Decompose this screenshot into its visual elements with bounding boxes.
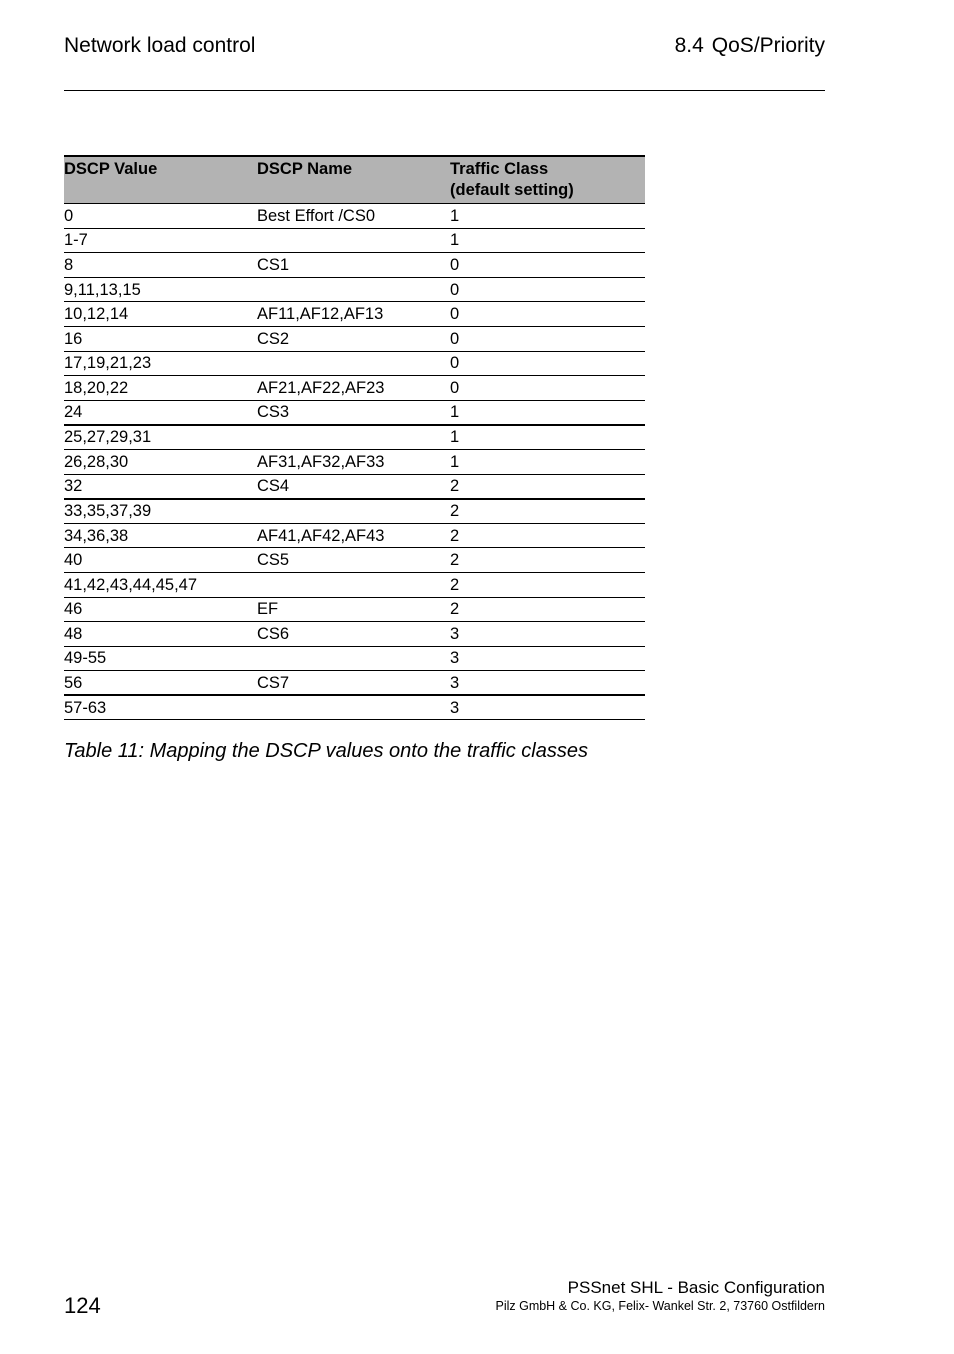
cell-dscp-value: 10,12,14 <box>64 302 257 327</box>
document-title: PSSnet SHL - Basic Configuration <box>567 1278 825 1297</box>
table-row <box>64 425 645 450</box>
cell-dscp-name: EF <box>257 597 450 622</box>
table-body <box>64 204 645 720</box>
cell-dscp-name <box>257 695 450 720</box>
cell-dscp-name <box>257 425 450 450</box>
column-header-dscp-value: DSCP Value <box>64 156 257 204</box>
cell-dscp-name: CS3 <box>257 400 450 425</box>
cell-dscp-name: CS5 <box>257 548 450 573</box>
table-row <box>64 572 645 597</box>
cell-traffic-class: 1 <box>450 228 645 253</box>
cell-dscp-name: CS4 <box>257 474 450 499</box>
cell-dscp-value: 1-7 <box>64 228 257 253</box>
section-title: QoS/Priority <box>711 34 825 57</box>
table-row <box>64 326 645 351</box>
cell-dscp-name <box>257 277 450 302</box>
table-row <box>64 646 645 671</box>
cell-traffic-class: 3 <box>450 671 645 696</box>
cell-dscp-value: 18,20,22 <box>64 376 257 401</box>
cell-traffic-class: 1 <box>450 425 645 450</box>
table-row <box>64 548 645 573</box>
table-row <box>64 400 645 425</box>
cell-dscp-value: 34,36,38 <box>64 523 257 548</box>
cell-traffic-class: 2 <box>450 548 645 573</box>
table-row <box>64 351 645 376</box>
cell-dscp-value: 32 <box>64 474 257 499</box>
table-row <box>64 253 645 278</box>
cell-dscp-name: CS2 <box>257 326 450 351</box>
cell-dscp-name: CS1 <box>257 253 450 278</box>
cell-dscp-name: CS6 <box>257 622 450 647</box>
cell-traffic-class: 3 <box>450 622 645 647</box>
cell-dscp-value: 8 <box>64 253 257 278</box>
cell-traffic-class: 1 <box>450 400 645 425</box>
publisher-address: Pilz GmbH & Co. KG, Felix- Wankel Str. 2, 73760 Ostfildern <box>495 1299 825 1313</box>
table-row <box>64 277 645 302</box>
cell-dscp-value: 25,27,29,31 <box>64 425 257 450</box>
cell-dscp-value: 24 <box>64 400 257 425</box>
column-header-traffic-class-line1: Traffic Class <box>450 160 549 178</box>
cell-traffic-class: 2 <box>450 597 645 622</box>
cell-dscp-value: 9,11,13,15 <box>64 277 257 302</box>
table-row <box>64 695 645 720</box>
cell-traffic-class: 0 <box>450 277 645 302</box>
header-divider <box>64 90 825 91</box>
dscp-mapping-table <box>64 155 645 720</box>
cell-dscp-name: AF31,AF32,AF33 <box>257 449 450 474</box>
cell-dscp-name: AF21,AF22,AF23 <box>257 376 450 401</box>
cell-dscp-name: AF41,AF42,AF43 <box>257 523 450 548</box>
table-row <box>64 622 645 647</box>
section-heading <box>675 33 825 59</box>
table-row <box>64 499 645 524</box>
cell-traffic-class: 0 <box>450 302 645 327</box>
cell-traffic-class: 3 <box>450 695 645 720</box>
column-header-traffic-class-line2: (default setting) <box>450 181 574 199</box>
cell-dscp-value: 0 <box>64 204 257 229</box>
table-row <box>64 204 645 229</box>
section-number: 8.4 <box>674 34 704 57</box>
column-header-dscp-name: DSCP Name <box>257 156 450 204</box>
cell-traffic-class: 2 <box>450 572 645 597</box>
column-header-traffic-class <box>450 156 645 204</box>
cell-traffic-class: 3 <box>450 646 645 671</box>
cell-dscp-value: 57-63 <box>64 695 257 720</box>
cell-dscp-value: 17,19,21,23 <box>64 351 257 376</box>
table-row <box>64 474 645 499</box>
cell-dscp-value: 46 <box>64 597 257 622</box>
cell-dscp-name: CS7 <box>257 671 450 696</box>
cell-traffic-class: 2 <box>450 523 645 548</box>
page-number: 124 <box>64 1293 101 1318</box>
cell-dscp-value: 26,28,30 <box>64 449 257 474</box>
table-row <box>64 302 645 327</box>
cell-dscp-name <box>257 228 450 253</box>
cell-dscp-name <box>257 572 450 597</box>
cell-dscp-value: 33,35,37,39 <box>64 499 257 524</box>
cell-dscp-value: 40 <box>64 548 257 573</box>
cell-dscp-value: 48 <box>64 622 257 647</box>
table-row <box>64 597 645 622</box>
cell-dscp-name: AF11,AF12,AF13 <box>257 302 450 327</box>
cell-dscp-name <box>257 499 450 524</box>
cell-dscp-name: Best Effort /CS0 <box>257 204 450 229</box>
table-row <box>64 523 645 548</box>
table-row <box>64 376 645 401</box>
table-row <box>64 671 645 696</box>
chapter-title: Network load control <box>64 34 256 57</box>
cell-traffic-class: 2 <box>450 474 645 499</box>
table-header-row <box>64 156 645 204</box>
table-caption: Table 11: Mapping the DSCP values onto the traffic classes <box>64 740 588 762</box>
cell-traffic-class: 0 <box>450 351 645 376</box>
cell-traffic-class: 0 <box>450 253 645 278</box>
cell-dscp-value: 49-55 <box>64 646 257 671</box>
cell-dscp-name <box>257 646 450 671</box>
cell-dscp-name <box>257 351 450 376</box>
cell-traffic-class: 1 <box>450 449 645 474</box>
cell-traffic-class: 2 <box>450 499 645 524</box>
cell-dscp-value: 41,42,43,44,45,47 <box>64 572 257 597</box>
cell-dscp-value: 56 <box>64 671 257 696</box>
cell-traffic-class: 0 <box>450 376 645 401</box>
table-row <box>64 228 645 253</box>
cell-dscp-value: 16 <box>64 326 257 351</box>
cell-traffic-class: 0 <box>450 326 645 351</box>
table-row <box>64 449 645 474</box>
cell-traffic-class: 1 <box>450 204 645 229</box>
